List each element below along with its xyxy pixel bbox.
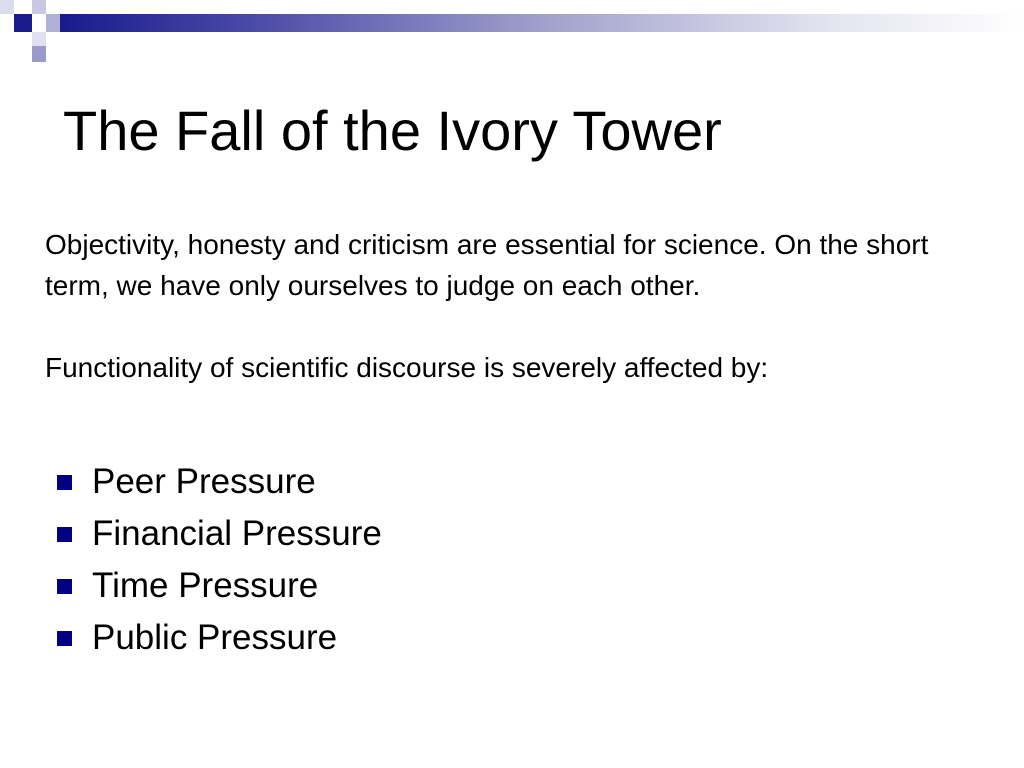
header-decoration [0,0,1024,64]
list-item-label: Peer Pressure [92,462,316,501]
header-gradient-band [60,14,1024,32]
list-item-label: Public Pressure [92,618,338,657]
list-item-label: Financial Pressure [92,514,382,553]
deco-square-icon [46,14,60,32]
list-item [55,612,382,664]
deco-square-icon [32,46,46,62]
paragraph-spacer [45,306,995,347]
bullet-list [55,456,382,664]
square-bullet-icon [57,527,72,542]
deco-square-icon [32,32,46,46]
list-item-label: Time Pressure [92,566,319,605]
square-bullet-icon [57,631,72,646]
deco-square-icon [0,0,14,14]
slide-body [45,224,995,388]
list-item [55,508,382,560]
slide-title: The Fall of the Ivory Tower [63,99,722,162]
list-item [55,456,382,508]
deco-square-icon [32,0,46,14]
body-paragraph: Functionality of scientific discourse is severely affected by: [45,352,769,383]
square-bullet-icon [57,579,72,594]
body-paragraph: Objectivity, honesty and criticism are essential for science. On the short term, we have only ourselves to judge on each other. [45,229,929,301]
square-bullet-icon [57,475,72,490]
list-item [55,560,382,612]
deco-square-icon [14,14,32,32]
